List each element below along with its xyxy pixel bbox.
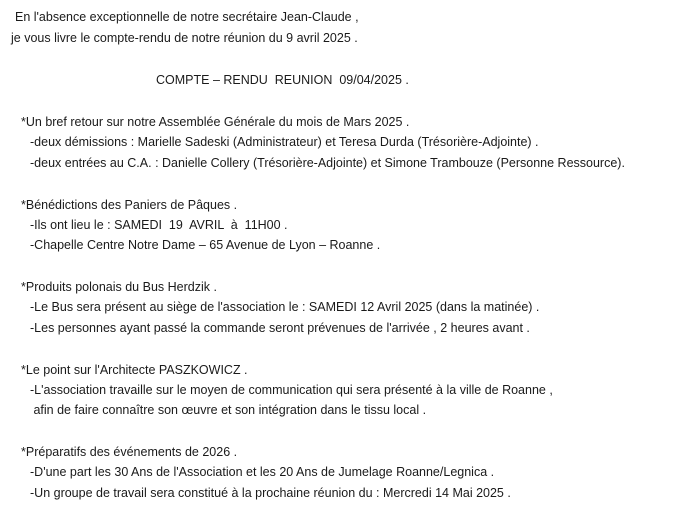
intro-line-1: En l'absence exceptionnelle de notre secrétaire Jean-Claude , (15, 10, 359, 24)
section-line: -Chapelle Centre Notre Dame – 65 Avenue de Lyon – Roanne . (30, 238, 381, 252)
section-line: afin de faire connaître son œuvre et son intégration dans le tissu local . (30, 403, 427, 417)
section-heading: *Produits polonais du Bus Herdzik . (21, 280, 217, 294)
section-line: -Un groupe de travail sera constitué à la prochaine réunion du : Mercredi 14 Mai 2025 . (30, 486, 511, 500)
section-line: -Ils ont lieu le : SAMEDI 19 AVRIL à 11H00 . (30, 218, 288, 232)
intro-line-2: je vous livre le compte-rendu de notre réunion du 9 avril 2025 . (11, 31, 358, 45)
section-line: -Les personnes ayant passé la commande seront prévenues de l'arrivée , 2 heures avant . (30, 321, 530, 335)
section-heading: *Le point sur l'Architecte PASZKOWICZ . (21, 363, 248, 377)
section-line: -deux démissions : Marielle Sadeski (Administrateur) et Teresa Durda (Trésorière-Adjointe) . (30, 135, 539, 149)
section-line: -deux entrées au C.A. : Danielle Collery (Trésorière-Adjointe) et Simone Trambouze (Personne Ressource). (30, 156, 625, 170)
section-heading: *Bénédictions des Paniers de Pâques . (21, 198, 238, 212)
section-heading: *Préparatifs des événements de 2026 . (21, 445, 238, 459)
report-title: COMPTE – RENDU REUNION 09/04/2025 . (156, 73, 409, 87)
section-heading: *Un bref retour sur notre Assemblée Générale du mois de Mars 2025 . (21, 115, 410, 129)
section-line: -L'association travaille sur le moyen de communication qui sera présenté à la ville de Roanne , (30, 383, 553, 397)
section-line: -D'une part les 30 Ans de l'Association et les 20 Ans de Jumelage Roanne/Legnica . (30, 465, 495, 479)
section-line: -Le Bus sera présent au siège de l'association le : SAMEDI 12 Avril 2025 (dans la matinée) . (30, 300, 540, 314)
